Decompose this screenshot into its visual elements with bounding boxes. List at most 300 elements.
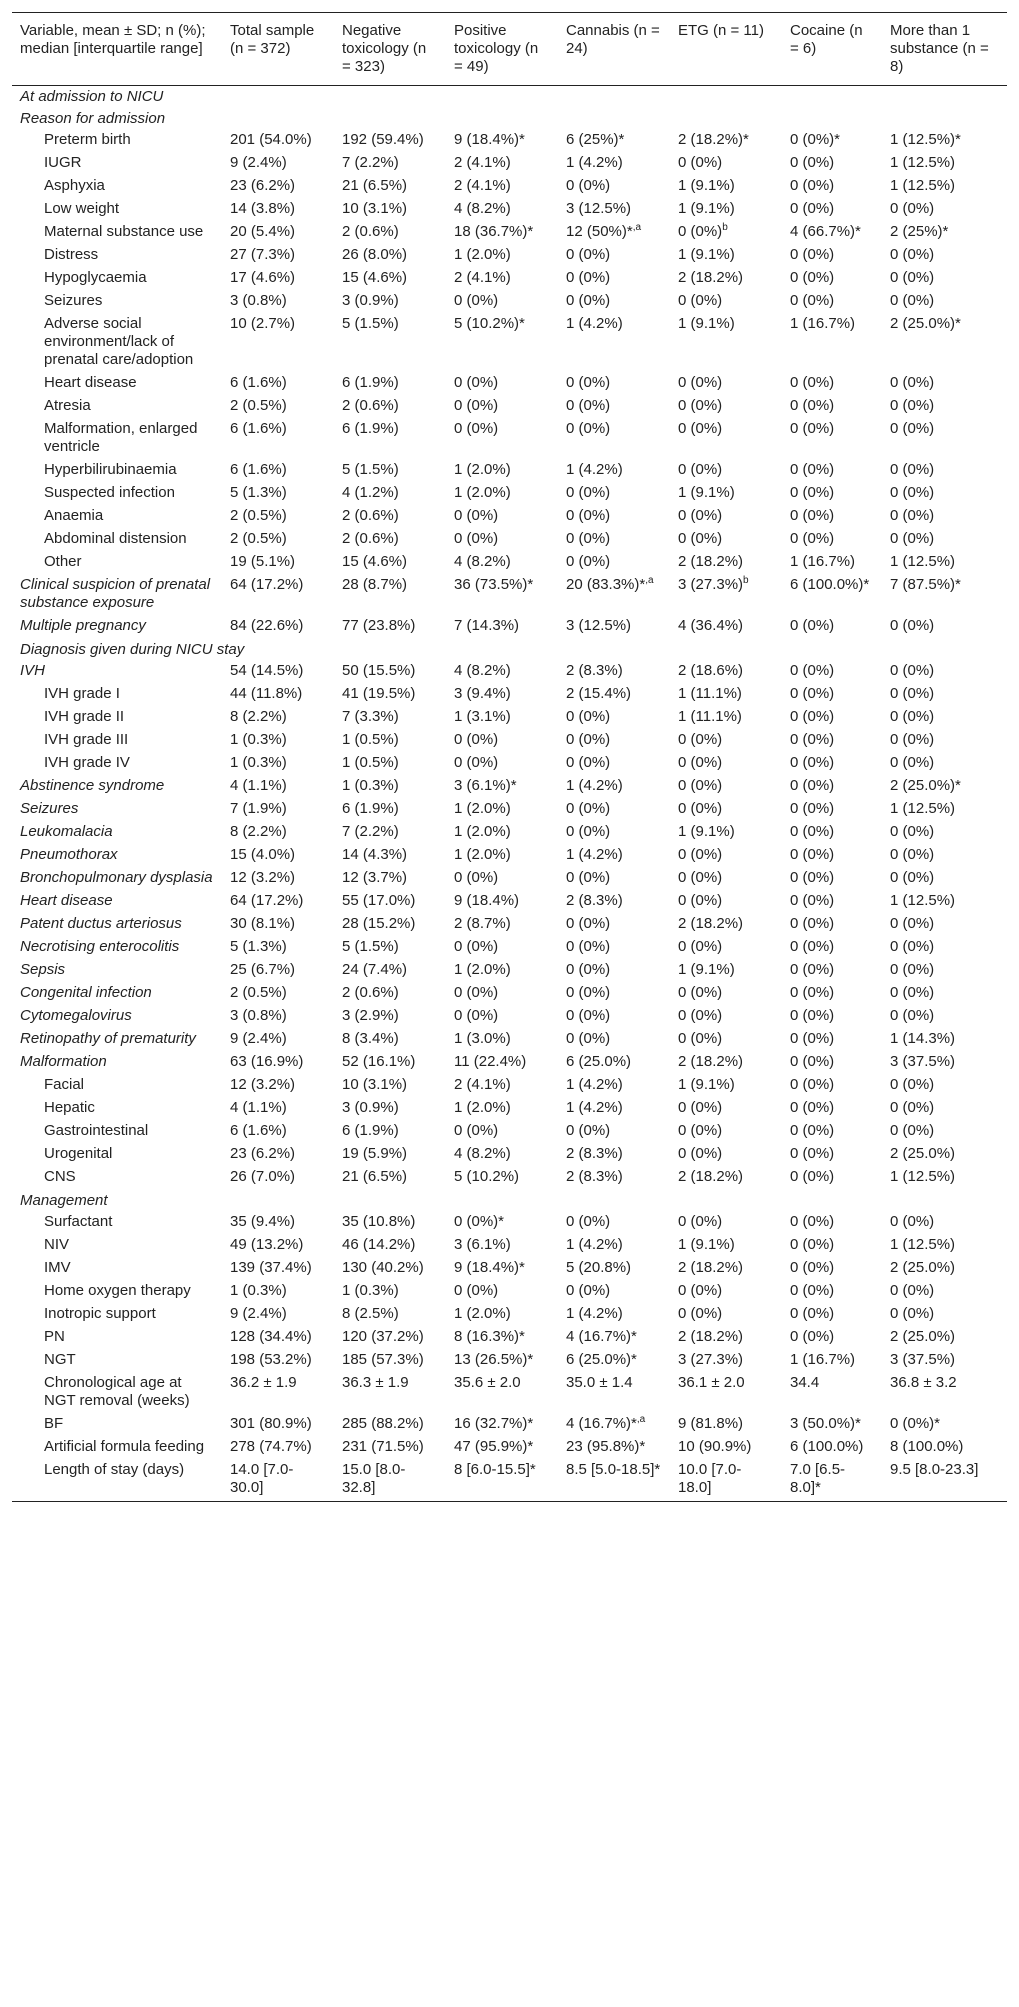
footnote-marker: ,a: [632, 222, 642, 233]
cell-value: 6 (25%)*: [566, 131, 625, 148]
cell-value: 1 (14.3%): [890, 1030, 956, 1047]
cell-value: 5 (10.2%): [454, 1168, 520, 1185]
row-label: Congenital infection: [20, 984, 152, 1001]
cell-value: 2 (4.1%): [454, 154, 511, 171]
cell-value: 1 (2.0%): [454, 846, 511, 863]
cell-value: 5 (10.2%)*: [454, 315, 525, 332]
cell-value: 0 (0%): [890, 1076, 935, 1093]
cell-value: 0 (0%): [454, 507, 499, 524]
row-label: BF: [44, 1415, 64, 1432]
cell-value: 0 (0%): [790, 1145, 835, 1162]
cell-value: 5 (1.3%): [230, 484, 287, 501]
cell-value: 24 (7.4%): [342, 961, 408, 978]
cell-value: 1 (0.3%): [230, 1282, 287, 1299]
cell-value: 0 (0%): [790, 846, 835, 863]
cell-value: 26 (8.0%): [342, 246, 408, 263]
cell-value: 0 (0%): [678, 800, 723, 817]
cell-value: 0 (0%): [890, 915, 935, 932]
cell-value: 0 (0%): [890, 374, 935, 391]
cell-value: 6 (1.6%): [230, 420, 287, 437]
cell-value: 1 (3.0%): [454, 1030, 511, 1047]
cell-value: 15 (4.6%): [342, 553, 408, 570]
row-label: Atresia: [44, 397, 91, 414]
cell-value: 1 (12.5%)*: [890, 131, 961, 148]
cell-value: 0 (0%): [890, 754, 935, 771]
cell-value: 0 (0%): [890, 292, 935, 309]
cell-value: 0 (0%)*: [890, 1415, 941, 1432]
cell-value: 0 (0%): [790, 200, 835, 217]
cell-value: 1 (2.0%): [454, 823, 511, 840]
cell-value: 0 (0%): [566, 754, 611, 771]
cell-value: 4 (36.4%): [678, 617, 744, 634]
cell-value: 2 (4.1%): [454, 177, 511, 194]
cell-value: 64 (17.2%): [230, 576, 304, 593]
cell-value: 21 (6.5%): [342, 177, 408, 194]
cell-value: 6 (1.9%): [342, 1122, 399, 1139]
cell-value: 0 (0%): [678, 938, 723, 955]
cell-value: 0 (0%): [890, 708, 935, 725]
cell-value: 54 (14.5%): [230, 662, 304, 679]
cell-value: 10 (3.1%): [342, 200, 408, 217]
cell-value: 0 (0%): [566, 1282, 611, 1299]
row-label: Low weight: [44, 200, 120, 217]
table-row: [12, 707, 1007, 730]
cell-value: 0 (0%): [566, 984, 611, 1001]
footnote-marker: ,a: [645, 575, 654, 586]
table-row: [12, 483, 1007, 506]
cell-value: 3 (9.4%): [454, 685, 511, 702]
cell-value: 1 (4.2%): [566, 777, 623, 794]
header-more-than-one: More than 1 substance (n = 8): [890, 22, 989, 75]
table-row: [12, 891, 1007, 914]
cell-value: 0 (0%): [566, 484, 611, 501]
cell-value: 2 (25.0%): [890, 1259, 956, 1276]
table-row: [12, 661, 1007, 684]
cell-value: 36.2 ± 1.9: [230, 1374, 297, 1391]
cell-value: 1 (11.1%): [678, 685, 742, 702]
cell-value: 47 (95.9%)*: [454, 1438, 534, 1455]
cell-value: 0 (0%): [566, 708, 611, 725]
header-cannabis: Cannabis (n = 24): [566, 22, 660, 57]
cell-value: 21 (6.5%): [342, 1168, 408, 1185]
cell-value: 0 (0%): [566, 397, 611, 414]
cell-value: 0 (0%): [790, 374, 835, 391]
cell-value: 0 (0%): [790, 754, 835, 771]
cell-value: 0 (0%): [678, 777, 723, 794]
cell-value: 0 (0%): [790, 685, 835, 702]
section-row: [12, 1190, 1007, 1212]
cell-value: 0 (0%): [890, 507, 935, 524]
cell-value: 1 (16.7%): [790, 315, 856, 332]
header-cocaine: Cocaine (n = 6): [790, 22, 863, 57]
cell-value: 139 (37.4%): [230, 1259, 312, 1276]
cell-value: 128 (34.4%): [230, 1328, 312, 1345]
cell-value: 41 (19.5%): [342, 685, 416, 702]
table-row: [12, 753, 1007, 776]
table-row: [12, 1304, 1007, 1327]
cell-value: 9 (2.4%): [230, 1030, 287, 1047]
cell-value: 2 (0.6%): [342, 507, 399, 524]
cell-value: 27 (7.3%): [230, 246, 296, 263]
table-row: [12, 222, 1007, 245]
row-label: Length of stay (days): [44, 1461, 185, 1478]
cell-value: 35.0 ± 1.4: [566, 1374, 633, 1391]
cell-value: 0 (0%): [678, 397, 723, 414]
cell-value: 0 (0%): [566, 938, 611, 955]
cell-value: 2 (8.7%): [454, 915, 511, 932]
cell-value: 3 (12.5%): [566, 200, 632, 217]
row-label: IVH grade III: [44, 731, 129, 748]
cell-value: 0 (0%): [890, 461, 935, 478]
cell-value: 6 (1.9%): [342, 420, 399, 437]
cell-value: 7.0 [6.5-8.0]*: [790, 1461, 846, 1496]
cell-value: 231 (71.5%): [342, 1438, 424, 1455]
cell-value: 0 (0%): [678, 507, 723, 524]
cell-value: 0 (0%): [566, 246, 611, 263]
row-label: Malformation: [20, 1053, 107, 1070]
row-label: Anaemia: [44, 507, 104, 524]
cell-value: 3 (2.9%): [342, 1007, 399, 1024]
cell-value: 7 (3.3%): [342, 708, 399, 725]
row-label: IUGR: [44, 154, 82, 171]
row-label: Surfactant: [44, 1213, 113, 1230]
cell-value: 5 (1.5%): [342, 315, 399, 332]
table-header: [12, 13, 1007, 86]
cell-value: 0 (0%)*: [790, 131, 841, 148]
cell-value: 63 (16.9%): [230, 1053, 304, 1070]
cell-value: 0 (0%): [890, 869, 935, 886]
cell-value: 2 (25%)*: [890, 223, 949, 240]
cell-value: 6 (100.0%): [790, 1438, 864, 1455]
cell-value: 0 (0%): [454, 731, 499, 748]
cell-value: 1 (4.2%): [566, 461, 623, 478]
cell-value: 30 (8.1%): [230, 915, 296, 932]
cell-value: 1 (0.5%): [342, 754, 399, 771]
cell-value: 28 (8.7%): [342, 576, 408, 593]
cell-value: 0 (0%): [566, 1030, 611, 1047]
cell-value: 5 (1.3%): [230, 938, 287, 955]
row-label: Malformation, enlarged ventricle: [44, 420, 198, 455]
section-label: Reason for admission: [20, 110, 166, 127]
cell-value: 2 (4.1%): [454, 269, 511, 286]
cell-value: 0 (0%): [454, 530, 499, 547]
cell-value: 2 (18.2%): [678, 1259, 744, 1276]
table-row: [12, 1098, 1007, 1121]
table-row: [12, 1350, 1007, 1373]
cell-value: 0 (0%): [566, 869, 611, 886]
cell-value: 1 (12.5%): [890, 1236, 956, 1253]
cell-value: 3 (0.9%): [342, 1099, 399, 1116]
cell-value: 6 (25.0%)*: [566, 1351, 637, 1368]
cell-value: 0 (0%): [678, 530, 723, 547]
cell-value: 14 (3.8%): [230, 200, 296, 217]
row-label: Retinopathy of prematurity: [20, 1030, 196, 1047]
header-etg: ETG (n = 11): [678, 22, 765, 39]
cell-value: 0 (0%): [790, 731, 835, 748]
cell-value: 0 (0%): [566, 961, 611, 978]
cell-value: 36.3 ± 1.9: [342, 1374, 409, 1391]
cell-value: 10 (2.7%): [230, 315, 296, 332]
header-positive-toxicology: Positive toxicology (n = 49): [454, 22, 539, 75]
table-row: [12, 776, 1007, 799]
row-label: Abdominal distension: [44, 530, 187, 547]
cell-value: 2 (18.2%): [678, 1328, 744, 1345]
cell-value: 1 (0.5%): [342, 731, 399, 748]
cell-value: 3 (37.5%): [890, 1351, 956, 1368]
cell-value: 3 (12.5%): [566, 617, 632, 634]
cell-value: 1 (9.1%): [678, 823, 735, 840]
section-row: [12, 86, 1007, 109]
table-row: [12, 937, 1007, 960]
cell-value: 15 (4.6%): [342, 269, 408, 286]
cell-value: 2 (15.4%): [566, 685, 632, 702]
cell-value: 1 (3.1%): [454, 708, 511, 725]
cell-value: 4 (1.2%): [342, 484, 399, 501]
cell-value: 0 (0%): [790, 1076, 835, 1093]
cell-value: 1 (9.1%): [678, 1236, 735, 1253]
table-row: [12, 845, 1007, 868]
table-row: [12, 868, 1007, 891]
cell-value: 0 (0%): [890, 662, 935, 679]
cell-value: 0 (0%): [678, 292, 723, 309]
table-row: [12, 822, 1007, 845]
cell-value: 6 (25.0%): [566, 1053, 632, 1070]
cell-value: 0 (0%): [890, 961, 935, 978]
cell-value: 9 (2.4%): [230, 154, 287, 171]
cell-value: 0 (0%): [566, 1122, 611, 1139]
cell-value: 2 (0.6%): [342, 397, 399, 414]
table-row: [12, 1373, 1007, 1414]
cell-value: 0 (0%): [790, 1305, 835, 1322]
cell-value: 2 (18.2%): [678, 269, 744, 286]
cell-value: 1 (2.0%): [454, 1305, 511, 1322]
cell-value: 0 (0%): [890, 269, 935, 286]
table-row: [12, 684, 1007, 707]
table-row: [12, 1212, 1007, 1235]
cell-value: 20 (5.4%): [230, 223, 296, 240]
cell-value: 0 (0%): [790, 961, 835, 978]
cell-value: 0 (0%): [566, 915, 611, 932]
cell-value: 15.0 [8.0-32.8]: [342, 1461, 406, 1496]
cell-value: 1 (0.3%): [342, 777, 399, 794]
cell-value: 0 (0%): [790, 530, 835, 547]
cell-value: 1 (16.7%): [790, 1351, 856, 1368]
table-row: [12, 960, 1007, 983]
cell-value: 2 (8.3%): [566, 662, 623, 679]
cell-value: 2 (18.2%)*: [678, 131, 749, 148]
cell-value: 14.0 [7.0-30.0]: [230, 1461, 294, 1496]
cell-value: 1 (0.3%): [230, 754, 287, 771]
cell-value: 0 (0%)*: [454, 1213, 505, 1230]
row-label: Multiple pregnancy: [20, 617, 146, 634]
footnote-marker: ,a: [636, 1414, 646, 1425]
row-label: Seizures: [44, 292, 103, 309]
cell-value: 4 (8.2%): [454, 1145, 511, 1162]
cell-value: 12 (3.2%): [230, 1076, 296, 1093]
cell-value: 0 (0%): [566, 420, 611, 437]
row-label: Heart disease: [44, 374, 137, 391]
cell-value: 0 (0%): [890, 938, 935, 955]
cell-value: 0 (0%): [790, 420, 835, 437]
cell-value: 7 (87.5%)*: [890, 576, 961, 593]
table-row: [12, 983, 1007, 1006]
cell-value: 1 (11.1%): [678, 708, 742, 725]
footnote-marker: b: [743, 575, 749, 586]
table-row: [12, 1281, 1007, 1304]
cell-value: 10 (90.9%): [678, 1438, 752, 1455]
cell-value: 23 (95.8%)*: [566, 1438, 646, 1455]
table-row: [12, 1052, 1007, 1075]
row-label: Chronological age at NGT removal (weeks): [44, 1374, 190, 1409]
cell-value: 0 (0%): [678, 846, 723, 863]
cell-value: 6 (100.0%)*: [790, 576, 870, 593]
header-row: [12, 13, 1007, 86]
cell-value: 0 (0%): [790, 246, 835, 263]
cell-value: 8 (100.0%): [890, 1438, 964, 1455]
section-label: At admission to NICU: [20, 88, 164, 105]
cell-value: 44 (11.8%): [230, 685, 303, 702]
cell-value: 3 $(27.3\%)^b$: [678, 575, 749, 593]
cell-value: 0 (0%): [790, 1282, 835, 1299]
cell-value: 6 (1.9%): [342, 374, 399, 391]
cell-value: 0 (0%): [678, 892, 723, 909]
cell-value: 1 (9.1%): [678, 177, 735, 194]
row-label: IMV: [44, 1259, 71, 1276]
cell-value: 0 (0%): [678, 869, 723, 886]
section-label: Management: [20, 1192, 108, 1209]
row-label: IVH grade IV: [44, 754, 130, 771]
cell-value: 0 (0%): [454, 754, 499, 771]
cell-value: 0 (0%): [566, 530, 611, 547]
cell-value: 0 (0%): [790, 292, 835, 309]
cell-value: 198 (53.2%): [230, 1351, 312, 1368]
row-label: Facial: [44, 1076, 85, 1093]
cell-value: 1 (12.5%): [890, 553, 956, 570]
table-row: [12, 616, 1007, 639]
cell-value: 49 (13.2%): [230, 1236, 304, 1253]
cell-value: 1 (12.5%): [890, 1168, 956, 1185]
cell-value: 0 (0%): [454, 1007, 499, 1024]
cell-value: 0 (0%): [790, 397, 835, 414]
section-label: Diagnosis given during NICU stay: [20, 641, 245, 658]
cell-value: 0 (0%): [890, 484, 935, 501]
cell-value: 23 (6.2%): [230, 177, 296, 194]
row-label: Home oxygen therapy: [44, 1282, 191, 1299]
cell-value: 0 (0%): [890, 823, 935, 840]
cell-value: 0 (0%): [566, 374, 611, 391]
cell-value: 0 (0%): [790, 617, 835, 634]
cell-value: 2 (0.5%): [230, 984, 287, 1001]
cell-value: 0 (0%): [890, 846, 935, 863]
cell-value: 0 (0%): [790, 823, 835, 840]
cell-value: 0 (0%): [890, 1122, 935, 1139]
cell-value: 0 (0%): [890, 1099, 935, 1116]
table-row: [12, 460, 1007, 483]
cell-value: 0 (0%): [790, 1099, 835, 1116]
cell-value: 0 (0%): [790, 1122, 835, 1139]
row-label: Hypoglycaemia: [44, 269, 147, 286]
cell-value: 23 (6.2%): [230, 1145, 296, 1162]
cell-value: 0 (0%): [790, 1053, 835, 1070]
cell-value: 0 (0%): [678, 754, 723, 771]
cell-value: 3 (0.9%): [342, 292, 399, 309]
cell-value: 0 (0%): [566, 731, 611, 748]
cell-value: 130 (40.2%): [342, 1259, 424, 1276]
cell-value: 2 (18.2%): [678, 1053, 744, 1070]
cell-value: 1 (12.5%): [890, 154, 956, 171]
cell-value: 0 (0%): [454, 1122, 499, 1139]
cell-value: 8.5 [5.0-18.5]*: [566, 1461, 661, 1478]
cell-value: 0 (0%): [790, 507, 835, 524]
cell-value: 25 (6.7%): [230, 961, 296, 978]
cell-value: 55 (17.0%): [342, 892, 416, 909]
table-row: [12, 1414, 1007, 1437]
row-label: Preterm birth: [44, 131, 131, 148]
cell-value: 0 (0%): [790, 1213, 835, 1230]
cell-value: 1 (2.0%): [454, 800, 511, 817]
table-row: [12, 419, 1007, 460]
table-row: [12, 373, 1007, 396]
row-label: NGT: [44, 1351, 76, 1368]
row-label: IVH: [20, 662, 46, 679]
cell-value: 4 (16.7%)*: [566, 1328, 637, 1345]
cell-value: 36.8 ± 3.2: [890, 1374, 957, 1391]
cell-value: 8 (3.4%): [342, 1030, 399, 1047]
cell-value: 0 (0%): [790, 484, 835, 501]
cell-value: 9 (18.4%): [454, 892, 520, 909]
cell-value: 0 (0%): [678, 1282, 723, 1299]
table-row: [12, 1006, 1007, 1029]
cell-value: 3 (0.8%): [230, 1007, 287, 1024]
cell-value: 3 (6.1%)*: [454, 777, 517, 794]
cell-value: 9 (2.4%): [230, 1305, 287, 1322]
header-negative-toxicology: Negative toxicology (n = 323): [342, 22, 427, 75]
row-label: Patent ductus arteriosus: [20, 915, 182, 932]
cell-value: 2 (18.6%): [678, 662, 744, 679]
table-row: [12, 1121, 1007, 1144]
cell-value: 13 (26.5%)*: [454, 1351, 534, 1368]
cell-value: 2 (8.3%): [566, 1145, 623, 1162]
cell-value: 8 [6.0-15.5]*: [454, 1461, 536, 1478]
row-label: IVH grade II: [44, 708, 125, 725]
cell-value: 34.4: [790, 1374, 820, 1391]
cell-value: 0 (0%): [890, 397, 935, 414]
table-row: [12, 730, 1007, 753]
cell-value: 2 (0.6%): [342, 530, 399, 547]
cell-value: 35.6 ± 2.0: [454, 1374, 521, 1391]
cell-value: 0 (0%): [454, 1282, 499, 1299]
cell-value: 0 (0%): [890, 530, 935, 547]
cell-value: 1 (9.1%): [678, 315, 735, 332]
cell-value: 1 (2.0%): [454, 1099, 511, 1116]
table-row: [12, 1437, 1007, 1460]
cell-value: 0 (0%): [566, 177, 611, 194]
cell-value: 1 (4.2%): [566, 154, 623, 171]
cell-value: 1 (2.0%): [454, 246, 511, 263]
cell-value: 1 (9.1%): [678, 200, 735, 217]
row-label: IVH grade I: [44, 685, 120, 702]
row-label: Clinical suspicion of prenatal substance exposure: [20, 576, 211, 611]
cell-value: 0 (0%): [890, 731, 935, 748]
cell-value: 4 (1.1%): [230, 777, 287, 794]
cell-value: 2 (0.6%): [342, 223, 399, 240]
section-row: [12, 108, 1007, 130]
cell-value: 6 (1.6%): [230, 1122, 287, 1139]
table-row: [12, 291, 1007, 314]
cell-value: 285 (88.2%): [342, 1415, 424, 1432]
row-label: Hepatic: [44, 1099, 95, 1116]
cell-value: 2 (25.0%)*: [890, 315, 961, 332]
